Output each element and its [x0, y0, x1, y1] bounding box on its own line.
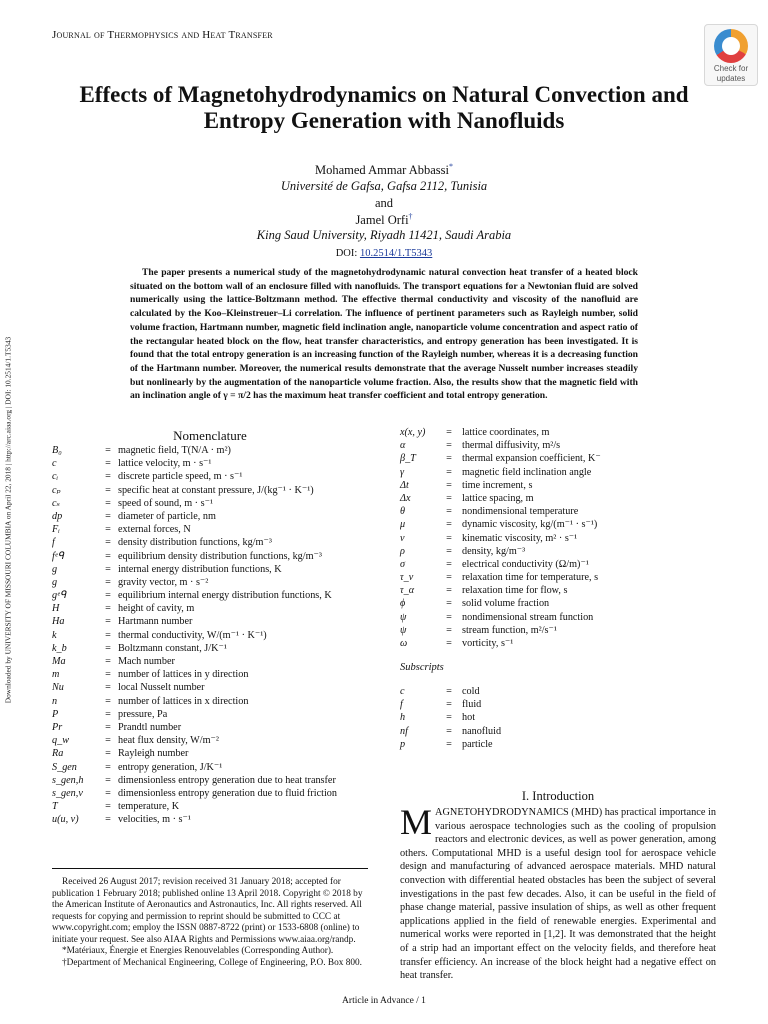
nomenclature-symbol: β_T	[400, 453, 416, 465]
nomenclature-row	[52, 576, 337, 589]
nomenclature-symbol: S_gen	[52, 761, 77, 773]
equals-sign: =	[105, 524, 111, 536]
nomenclature-symbol: γ	[400, 466, 405, 478]
crossmark-icon	[714, 29, 748, 63]
nomenclature-definition: Rayleigh number	[118, 748, 189, 760]
equals-sign: =	[446, 611, 452, 623]
nomenclature-row	[400, 597, 601, 610]
nomenclature-symbol: q_w	[52, 735, 69, 747]
nomenclature-symbol: s_gen,v	[52, 787, 83, 799]
nomenclature-row	[52, 734, 337, 747]
nomenclature-symbol: T	[52, 801, 58, 813]
author-1-footnote-link[interactable]: *	[449, 162, 453, 171]
nomenclature-definition: kinematic viscosity, m² · s⁻¹	[462, 532, 578, 544]
nomenclature-definition: lattice coordinates, m	[462, 427, 550, 438]
nomenclature-symbol: ψ	[400, 611, 407, 623]
nomenclature-definition: magnetic field inclination angle	[462, 466, 592, 478]
nomenclature-definition: stream function, m²/s⁻¹	[462, 624, 557, 636]
nomenclature-definition: equilibrium density distribution functions, kg/m⁻³	[118, 550, 322, 562]
introduction-body: AGNETOHYDRODYNAMICS (MHD) has practical importance in various aerospace technologies such as the cooling of propulsion reactors and electronic devices, as well as power generation, among others. Computational MHD is a useful design tool for aerospace vehicle design and manufacturing of advanced aerospace materials. MHD natural convection with differential heated obstacles has been the subject of several investigations in the past few decades. Also, it can be useful in the field of phase change material, passive insulation of ships, as well as other frequent applications applied in the field of renewable energies. Experimental and numerical works were reported in [1,2]. It was demonstrated that the height of a strip had an important effect on the velocity fields, and therefore heat transfer efficiency. An increase of the block height had a negative effect on heat transfer.	[400, 807, 716, 982]
nomenclature-symbol: x(x, y)	[400, 427, 426, 438]
nomenclature-definition: number of lattices in y direction	[118, 669, 249, 681]
nomenclature-symbol: k	[52, 629, 57, 641]
nomenclature-symbol: θ	[400, 506, 406, 518]
introduction-text	[400, 802, 716, 983]
nomenclature-definition: nondimensional temperature	[462, 506, 579, 518]
author-1-name: Mohamed Ammar Abbassi	[314, 163, 449, 178]
nomenclature-definition: lattice velocity, m · s⁻¹	[118, 458, 212, 470]
nomenclature-row	[400, 624, 601, 637]
nomenclature-definition: time increment, s	[462, 479, 533, 491]
equals-sign: =	[105, 563, 111, 575]
author-1	[40, 162, 728, 178]
nomenclature-row	[400, 611, 601, 624]
nomenclature-symbol: g	[52, 563, 58, 575]
equals-sign: =	[446, 519, 452, 531]
nomenclature-definition: nondimensional stream function	[462, 611, 594, 623]
equals-sign: =	[105, 669, 111, 681]
page-footer: Article in Advance / 1	[342, 996, 426, 1006]
equals-sign: =	[446, 440, 452, 452]
nomenclature-symbol: u(u, v)	[52, 814, 79, 826]
nomenclature-row	[52, 721, 337, 734]
nomenclature-definition: height of cavity, m	[118, 603, 195, 615]
nomenclature-symbol: f	[400, 699, 403, 711]
nomenclature-row	[52, 470, 337, 483]
nomenclature-row	[52, 774, 337, 787]
nomenclature-row	[400, 466, 601, 479]
nomenclature-symbol: c	[400, 686, 405, 697]
nomenclature-symbol: ϕ	[400, 598, 406, 610]
equals-sign: =	[446, 585, 452, 597]
nomenclature-row	[400, 637, 601, 650]
affiliation-1: Université de Gafsa, Gafsa 2112, Tunisia	[280, 179, 488, 193]
nomenclature-row	[400, 545, 601, 558]
nomenclature-definition: internal energy distribution functions, K	[118, 563, 282, 575]
nomenclature-row	[52, 655, 337, 668]
nomenclature-row	[52, 668, 337, 681]
author-2	[40, 212, 728, 228]
nomenclature-symbol: g	[52, 576, 58, 588]
nomenclature-row	[52, 484, 337, 497]
nomenclature-row	[52, 457, 337, 470]
nomenclature-row	[400, 505, 601, 518]
equals-sign: =	[105, 801, 111, 813]
nomenclature-symbol: ν	[400, 532, 405, 544]
nomenclature-symbol: nf	[400, 725, 408, 737]
nomenclature-definition: Prandtl number	[118, 721, 182, 733]
journal-name: Journal of Thermophysics and Heat Transfer	[52, 29, 273, 41]
nomenclature-definition: dynamic viscosity, kg/(m⁻¹ · s⁻¹)	[462, 519, 598, 531]
download-sidebar	[2, 285, 14, 755]
nomenclature-definition: specific heat at constant pressure, J/(kg⁻¹ · K⁻¹)	[118, 484, 314, 496]
nomenclature-symbol: cₛ	[52, 497, 60, 509]
equals-sign: =	[446, 738, 452, 750]
equals-sign: =	[446, 453, 452, 465]
author-separator: and	[374, 196, 394, 210]
equals-sign: =	[446, 558, 452, 570]
nomenclature-definition: local Nusselt number	[118, 682, 205, 694]
nomenclature-symbol: μ	[400, 519, 406, 531]
equals-sign: =	[105, 484, 111, 496]
nomenclature-row	[52, 602, 337, 615]
nomenclature-symbol: fᵉᑫ	[52, 550, 64, 562]
nomenclature-definition: lattice spacing, m	[462, 492, 534, 504]
nomenclature-symbol: σ	[400, 558, 406, 570]
nomenclature-row	[52, 510, 337, 523]
nomenclature-row	[400, 479, 601, 492]
nomenclature-row	[400, 571, 601, 584]
nomenclature-symbol: Ma	[52, 656, 66, 667]
equals-sign: =	[105, 616, 111, 628]
nomenclature-symbol: h	[400, 712, 406, 724]
introduction-heading: I. Introduction	[521, 789, 595, 803]
affiliation-2: King Saud University, Riyadh 11421, Saudi Arabia	[256, 228, 512, 242]
nomenclature-definition: density distribution functions, kg/m⁻³	[118, 537, 272, 549]
nomenclature-definition: vorticity, s⁻¹	[462, 638, 514, 649]
nomenclature-row	[400, 492, 601, 505]
nomenclature-symbol: c	[52, 458, 57, 470]
nomenclature-right-column	[400, 426, 601, 650]
subscripts-heading: Subscripts	[400, 662, 444, 673]
doi-link[interactable]: 10.2514/1.T5343	[359, 248, 433, 259]
equals-sign: =	[105, 748, 111, 760]
equals-sign: =	[446, 466, 452, 478]
nomenclature-heading: Nomenclature	[173, 428, 247, 443]
doi-label: DOI:	[335, 248, 360, 259]
nomenclature-row	[400, 725, 501, 738]
nomenclature-definition: heat flux density, W/m⁻²	[118, 735, 219, 747]
equals-sign: =	[105, 656, 111, 667]
nomenclature-definition: electrical conductivity (Ω/m)⁻¹	[462, 558, 589, 570]
equals-sign: =	[105, 682, 111, 694]
nomenclature-definition: speed of sound, m · s⁻¹	[118, 497, 214, 509]
nomenclature-row	[400, 439, 601, 452]
nomenclature-symbol: τ_ν	[400, 572, 414, 584]
nomenclature-definition: cold	[462, 686, 480, 697]
nomenclature-row	[400, 711, 501, 724]
equals-sign: =	[446, 638, 452, 649]
nomenclature-symbol: cₚ	[52, 484, 61, 496]
nomenclature-symbol: Ha	[52, 616, 65, 628]
equals-sign: =	[446, 725, 452, 737]
nomenclature-definition: temperature, K	[118, 801, 180, 813]
check-for-updates-badge[interactable]	[704, 24, 758, 86]
equals-sign: =	[105, 550, 111, 562]
nomenclature-row	[400, 584, 601, 597]
equals-sign: =	[105, 708, 111, 720]
nomenclature-definition: discrete particle speed, m · s⁻¹	[118, 471, 243, 483]
nomenclature-row	[52, 444, 337, 457]
nomenclature-definition: number of lattices in x direction	[118, 695, 249, 707]
nomenclature-symbol: k_b	[52, 642, 67, 654]
equals-sign: =	[105, 576, 111, 588]
nomenclature-definition: gravity vector, m · s⁻²	[118, 576, 209, 588]
subscripts-list	[400, 685, 501, 751]
nomenclature-symbol: Δt	[400, 479, 409, 491]
nomenclature-symbol: n	[52, 695, 58, 707]
nomenclature-row	[52, 761, 337, 774]
nomenclature-row	[52, 589, 337, 602]
equals-sign: =	[105, 497, 111, 509]
nomenclature-definition: Hartmann number	[118, 616, 193, 628]
footnote-received: Received 26 August 2017; revision received 31 January 2018; accepted for publication 1 February 2018; published online 13 April 2018. Copyright © 2018 by the American Institute of Aeronautics and Astronautics, Inc. All rights reserved. All requests for copying and permission to reprint should be submitted to CCC at www.copyright.com; employ the ISSN 0887-8722 (print) or 1533-6808 (online) to initiate your request. See also AIAA Rights and Permissions www.aiaa.org/randp.	[52, 877, 363, 945]
nomenclature-row	[52, 800, 337, 813]
nomenclature-definition: fluid	[462, 699, 482, 711]
nomenclature-row	[52, 695, 337, 708]
nomenclature-symbol: H	[52, 603, 60, 615]
nomenclature-symbol: τ_α	[400, 585, 415, 597]
nomenclature-definition: equilibrium internal energy distribution functions, K	[118, 590, 332, 602]
nomenclature-left-column	[52, 444, 337, 826]
nomenclature-definition: relaxation time for flow, s	[462, 585, 568, 597]
equals-sign: =	[446, 712, 452, 724]
nomenclature-row	[52, 681, 337, 694]
equals-sign: =	[446, 427, 452, 438]
nomenclature-symbol: dp	[52, 510, 63, 522]
equals-sign: =	[105, 774, 111, 786]
equals-sign: =	[105, 603, 111, 615]
equals-sign: =	[105, 721, 111, 733]
nomenclature-symbol: ρ	[400, 545, 405, 557]
title-line-1: Effects of Magnetohydrodynamics on Natural Convection and	[79, 82, 689, 107]
nomenclature-symbol: Pr	[52, 721, 63, 733]
nomenclature-symbol: gᵉᑫ	[52, 590, 67, 602]
nomenclature-definition: thermal expansion coefficient, K⁻	[462, 453, 601, 465]
abstract: The paper presents a numerical study of the magnetohydrodynamic natural convection heat transfer of a heated block situated on the bottom wall of an enclosure filled with nanofluids. The transport equations for a Newtonian fluid are solved numerically using the lattice-Boltzmann method. The effective thermal conductivity and viscosity of the nanofluid are calculated by the Koo–Kleinstreuer–Li correlation. The influence of pertinent parameters such as Rayleigh number, solid volume fraction, Hartmann number, magnetic field inclination angle, nanoparticle volume concentration and aspect ratio of the rectangular heated block on the flow, heat transfer characteristics, and entropy generation has been investigated. It is found that the total entropy generation is an increasing function of the Rayleigh number, whereas it is a decreasing function of the Hartmann number. Moreover, the numerical results demonstrate that the average Nusselt number increases steadily but nonlinearly by the augmentation of the nanoparticle volume fraction. Also, the results show that the magnetic field with an inclination angle of γ = π/2 has the maximum heat transfer coefficient and total entropy generation.	[130, 267, 638, 402]
equals-sign: =	[105, 761, 111, 773]
equals-sign: =	[105, 510, 111, 522]
nomenclature-definition: diameter of particle, nm	[118, 510, 216, 522]
equals-sign: =	[446, 572, 452, 584]
download-notice: Downloaded by UNIVERSITY OF MISSOURI COLUMBIA on April 22, 2018 | http://arc.aiaa.org | DOI: 10.2514/1.T5343	[3, 336, 13, 704]
nomenclature-definition: relaxation time for temperature, s	[462, 572, 599, 584]
nomenclature-definition: Mach number	[118, 656, 175, 667]
nomenclature-row	[52, 747, 337, 760]
nomenclature-row	[52, 523, 337, 536]
nomenclature-symbol: Nu	[52, 682, 64, 694]
equals-sign: =	[446, 686, 452, 697]
equals-sign: =	[446, 545, 452, 557]
nomenclature-row	[52, 563, 337, 576]
nomenclature-row	[400, 426, 601, 439]
nomenclature-definition: Boltzmann constant, J/K⁻¹	[118, 642, 227, 654]
nomenclature-definition: pressure, Pa	[118, 708, 168, 720]
nomenclature-symbol: f	[52, 537, 55, 549]
author-2-footnote-link[interactable]: †	[408, 212, 413, 221]
nomenclature-row	[52, 629, 337, 642]
nomenclature-row	[400, 558, 601, 571]
nomenclature-symbol: Δx	[400, 492, 411, 504]
nomenclature-symbol: Ra	[52, 748, 64, 760]
nomenclature-symbol: α	[400, 440, 406, 452]
nomenclature-row	[400, 698, 501, 711]
nomenclature-symbol: B₀	[52, 445, 62, 456]
equals-sign: =	[105, 695, 111, 707]
equals-sign: =	[105, 458, 111, 470]
footnotes	[52, 868, 368, 969]
equals-sign: =	[446, 492, 452, 504]
nomenclature-row	[52, 550, 337, 563]
doi-line	[40, 248, 728, 259]
nomenclature-symbol: ω	[400, 638, 408, 649]
nomenclature-row	[52, 497, 337, 510]
nomenclature-definition: thermal diffusivity, m²/s	[462, 440, 561, 452]
equals-sign: =	[105, 735, 111, 747]
nomenclature-symbol: s_gen,h	[52, 774, 84, 786]
equals-sign: =	[105, 629, 111, 641]
footnote-author-2: †Department of Mechanical Engineering, College of Engineering, P.O. Box 800.	[62, 957, 363, 968]
nomenclature-symbol: m	[52, 669, 60, 681]
equals-sign: =	[105, 537, 111, 549]
equals-sign: =	[446, 699, 452, 711]
paper-title	[40, 82, 728, 134]
nomenclature-row	[400, 452, 601, 465]
nomenclature-definition: solid volume fraction	[462, 598, 550, 610]
nomenclature-row	[52, 787, 337, 800]
equals-sign: =	[446, 598, 452, 610]
badge-line-1: Check for	[713, 64, 749, 73]
drop-cap: M	[400, 802, 433, 842]
title-line-2: Entropy Generation with Nanofluids	[203, 108, 565, 133]
nomenclature-row	[400, 738, 501, 751]
nomenclature-row	[400, 518, 601, 531]
nomenclature-symbol: p	[400, 738, 406, 750]
equals-sign: =	[105, 814, 111, 826]
nomenclature-row	[52, 642, 337, 655]
equals-sign: =	[446, 479, 452, 491]
equals-sign: =	[446, 532, 452, 544]
equals-sign: =	[446, 506, 452, 518]
nomenclature-definition: density, kg/m⁻³	[462, 545, 526, 557]
nomenclature-definition: particle	[462, 738, 493, 750]
nomenclature-definition: nanofluid	[462, 725, 502, 737]
nomenclature-definition: dimensionless entropy generation due to heat transfer	[118, 774, 336, 786]
nomenclature-definition: hot	[462, 712, 476, 724]
nomenclature-row	[52, 708, 337, 721]
badge-line-2: updates	[716, 74, 746, 83]
nomenclature-definition: dimensionless entropy generation due to fluid friction	[118, 787, 337, 799]
nomenclature-row	[52, 615, 337, 628]
nomenclature-definition: velocities, m · s⁻¹	[118, 814, 191, 826]
nomenclature-symbol: ψ	[400, 624, 407, 636]
author-2-name: Jamel Orfi	[355, 213, 409, 228]
nomenclature-symbol: cᵢ	[52, 471, 59, 483]
nomenclature-symbol: P	[52, 708, 59, 720]
nomenclature-definition: external forces, N	[118, 524, 191, 536]
nomenclature-row	[52, 813, 337, 826]
nomenclature-definition: thermal conductivity, W/(m⁻¹ · K⁻¹)	[118, 629, 267, 641]
equals-sign: =	[105, 642, 111, 654]
equals-sign: =	[105, 445, 111, 456]
nomenclature-row	[400, 685, 501, 698]
equals-sign: =	[105, 590, 111, 602]
equals-sign: =	[446, 624, 452, 636]
nomenclature-row	[400, 532, 601, 545]
footnote-author-1: *Matériaux, Énergie et Energies Renouvelables (Corresponding Author).	[62, 946, 334, 956]
nomenclature-row	[52, 536, 337, 549]
nomenclature-definition: magnetic field, T(N/A · m²)	[118, 445, 231, 456]
equals-sign: =	[105, 471, 111, 483]
nomenclature-definition: entropy generation, J/K⁻¹	[118, 761, 223, 773]
equals-sign: =	[105, 787, 111, 799]
nomenclature-symbol: Fᵢ	[52, 524, 60, 536]
